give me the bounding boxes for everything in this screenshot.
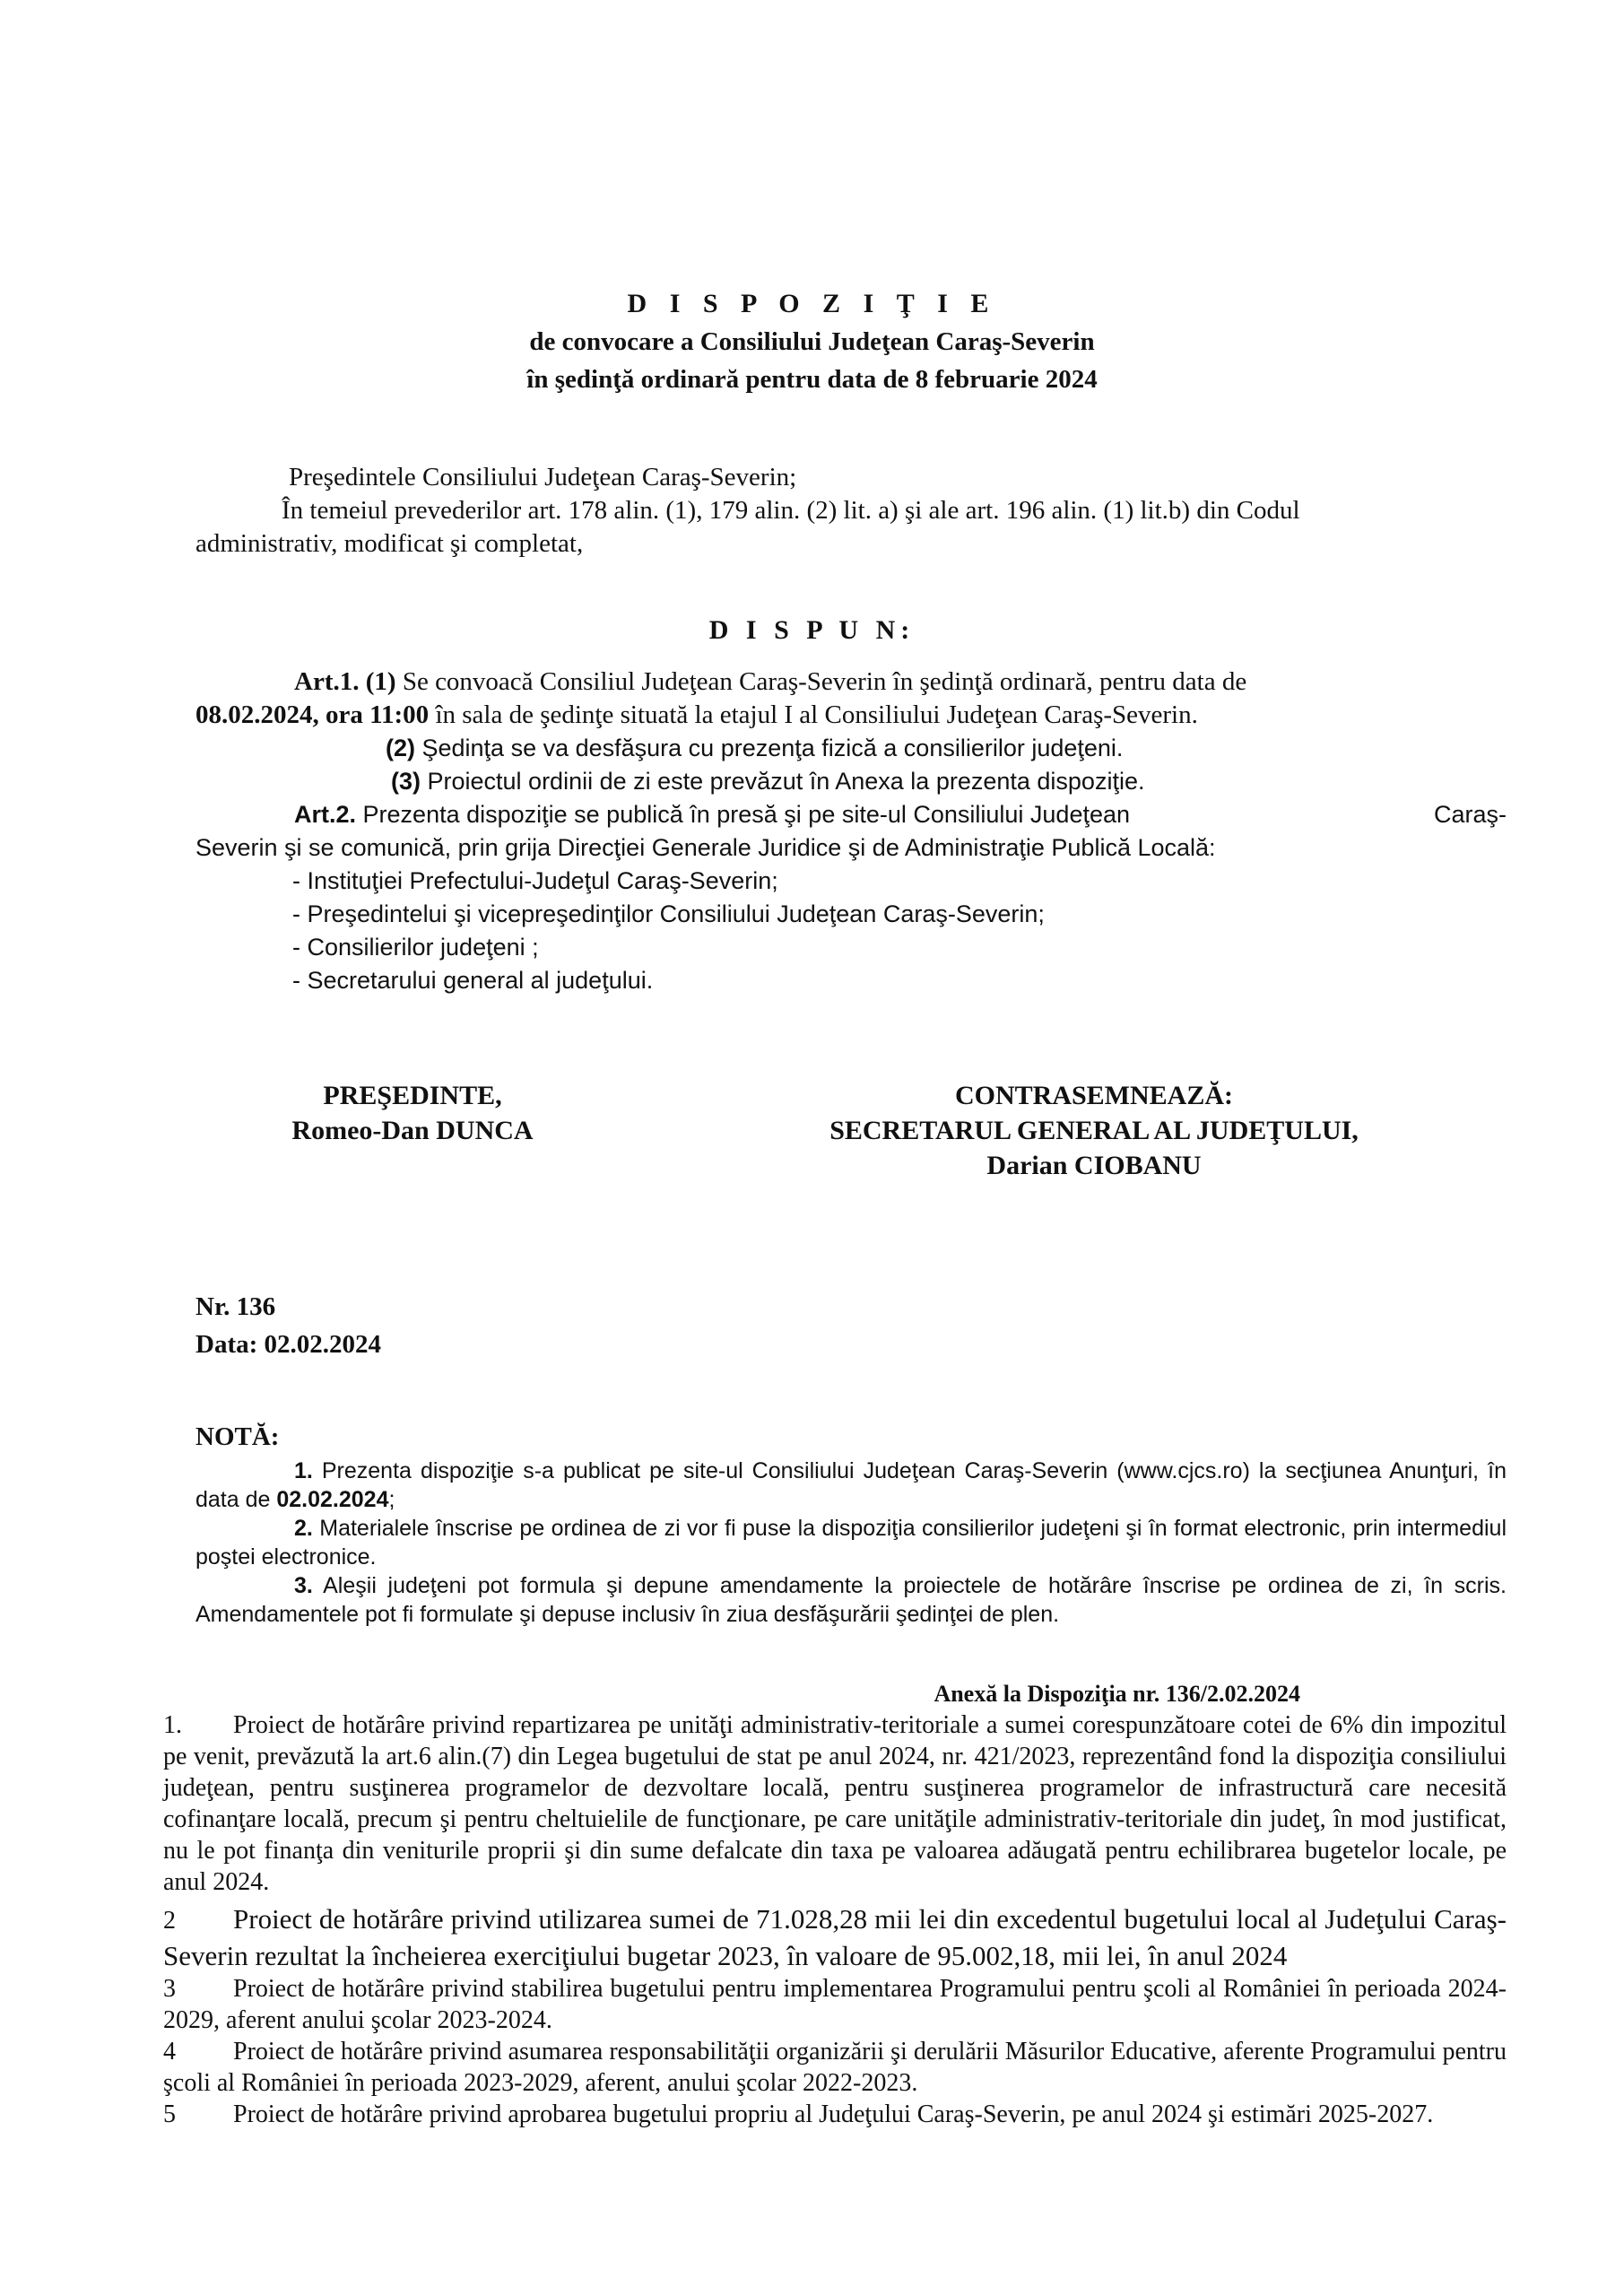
- registry-date: Data: 02.02.2024: [195, 1330, 382, 1359]
- nota-item-text: Aleşii judeţeni pot formula şi depune amendamente la proiectele de hotărâre înscrise pe ordinea de zi, în scris. Amendamentele pot fi formulate şi depuse inclusiv în ziua desfăşurării şedinţei de plen.: [195, 1573, 1507, 1627]
- recipient-item: - Secretarului general al judeţului.: [292, 967, 654, 994]
- anexa-item: [163, 2036, 1507, 2099]
- anexa-item-text: Proiect de hotărâre privind stabilirea bugetului pentru implementarea Programului pentru şcoli al României în perioada 2024-2029, aferent anului şcolar 2023-2024.: [163, 1975, 1507, 2034]
- nota-item: [195, 1571, 1507, 1629]
- document-title: D I S P O Z I Ţ I E: [627, 289, 997, 318]
- secretary-name: Darian CIOBANU: [986, 1151, 1202, 1180]
- art1-paragraph1-cont: [195, 699, 1507, 732]
- anexa-item-text: Proiect de hotărâre privind asumarea responsabilităţii organizării şi derulării Măsurilor Educative, aferente Programului pentru şcoli al României în perioada 2023-2029, aferent, anului şcolar 2022-2023.: [163, 2038, 1507, 2097]
- nota-item-date: 02.02.2024: [276, 1487, 389, 1512]
- secretary-role: SECRETARUL GENERAL AL JUDEŢULUI,: [829, 1116, 1359, 1145]
- art1-p1-text: Se convoacă Consiliul Judeţean Caraş-Severin în şedinţă ordinară, pentru data de: [395, 667, 1247, 696]
- registry-number: Nr. 136: [195, 1292, 276, 1321]
- nota-item: [195, 1514, 1507, 1571]
- anexa-item-number: 5: [163, 2100, 176, 2128]
- art2-text-a: Prezenta dispoziţie se publică în presă şi pe site-ul Consiliului Judeţean: [356, 801, 1131, 828]
- art1-label: Art.1.: [294, 667, 360, 696]
- nota-item-number: 2.: [294, 1516, 313, 1541]
- nota-item-tail: ;: [388, 1487, 395, 1512]
- recipient-item: - Instituţiei Prefectului-Judeţul Caraş-Severin;: [292, 867, 778, 894]
- art1-p3-text: Proiectul ordinii de zi este prevăzut în Anexa la prezenta dispoziţie.: [421, 768, 1145, 795]
- art1-paragraph1: [195, 665, 1507, 699]
- preamble-line: Preşedintele Consiliului Judeţean Caraş-Severin;: [289, 463, 797, 491]
- art1-p2-number: (2): [386, 735, 415, 761]
- anexa-item: [163, 1709, 1507, 1898]
- nota-section: [195, 1457, 1507, 1629]
- anexa-list: [163, 1709, 1507, 2130]
- nota-item-number: 3.: [294, 1573, 313, 1598]
- president-title: PREŞEDINTE,: [323, 1081, 502, 1110]
- anexa-item-number: 3: [163, 1975, 176, 2003]
- document-header: [0, 285, 1624, 398]
- nota-item: [195, 1457, 1507, 1514]
- nota-item-number: 1.: [294, 1458, 313, 1483]
- art2-label: Art.2.: [294, 801, 357, 828]
- countersign-title: CONTRASEMNEAZĂ:: [954, 1081, 1234, 1110]
- nota-item-text: Prezenta dispoziţie s-a publicat pe site-ul Consiliului Judeţean Caraş-Severin (www.cjcs.ro) la secţiunea Anunţuri, în data de: [195, 1458, 1507, 1512]
- dispun-heading: D I S P U N:: [708, 615, 916, 645]
- art2-paragraph-cont: Severin şi se comunică, prin grija Direcţiei Generale Juridice şi de Administraţie Publică Locală:: [195, 834, 1216, 861]
- anexa-item-text: Proiect de hotărâre privind utilizarea sumei de 71.028,28 mii lei din excedentul bugetului local al Judeţului Caraş-Severin rezultat la încheierea exerciţiului bugetar 2023, în valoare de 95.002,18, mii lei, în anul 2024: [163, 1903, 1507, 1971]
- anexa-item-number: 1.: [163, 1711, 182, 1739]
- art2-text-b: Caraş-: [1433, 801, 1507, 828]
- signature-secretary: [771, 1078, 1417, 1183]
- anexa-title: Anexă la Dispoziţia nr. 136/2.02.2024: [934, 1681, 1300, 1707]
- art1-p2-text: Şedinţa se va desfăşura cu prezenţa fizică a consilierilor judeţeni.: [415, 735, 1124, 761]
- anexa-item: [163, 1901, 1507, 1973]
- signature-president: [251, 1078, 574, 1148]
- art1-p3-number: (3): [391, 768, 421, 795]
- nota-title: NOTĂ:: [195, 1422, 280, 1451]
- preamble-line: administrativ, modificat şi completat,: [195, 529, 584, 558]
- preamble: [195, 461, 1507, 561]
- recipient-item: - Preşedintelui şi vicepreşedinţilor Consiliului Judeţean Caraş-Severin;: [292, 900, 1045, 927]
- art1-p1-text2: în sala de şedinţe situată la etajul I al Consiliului Judeţean Caraş-Severin.: [429, 700, 1198, 729]
- nota-item-text: Materialele înscrise pe ordinea de zi vor fi puse la dispoziţia consilierilor judeţeni şi în format electronic, prin intermediul poştei electronice.: [195, 1516, 1507, 1570]
- art1-date-time: 08.02.2024, ora 11:00: [195, 700, 430, 729]
- president-name: Romeo-Dan DUNCA: [291, 1116, 534, 1145]
- anexa-item: [163, 1973, 1507, 2036]
- anexa-item: [163, 2099, 1507, 2130]
- anexa-item-text: Proiect de hotărâre privind repartizarea pe unităţi administrativ-teritoriale a sumei corespunzătoare cotei de 6% din impozitul pe venit, prevăzută la art.6 alin.(7) din Legea bugetului de stat pe anul 2024, nr. 421/2023, reprezentând fond la dispoziţia consiliului judeţean, pentru susţinerea programelor de dezvoltare locală, pentru susţinerea programelor de infrastructură care necesită cofinanţare locală, precum şi pentru cheltuielile de funcţionare, pe care unităţile administrativ-teritoriale din judeţ, în mod justificat, nu le pot finanţa din veniturile proprii şi din sume defalcate din taxa pe valoarea adăugată pentru echilibrarea bugetelor locale, pe anul 2024.: [163, 1711, 1507, 1896]
- preamble-line: În temeiul prevederilor art. 178 alin. (1), 179 alin. (2) lit. a) şi ale art. 196 alin. (1) lit.b) din Codul: [282, 496, 1300, 525]
- art1-paragraph2: [195, 732, 1507, 765]
- document-subtitle-line2: în şedinţă ordinară pentru data de 8 februarie 2024: [526, 365, 1098, 394]
- recipients-list: [195, 865, 1507, 997]
- art1-paragraph3: [195, 765, 1507, 798]
- art2-paragraph: [195, 798, 1507, 831]
- art1-p1-number: (1): [365, 667, 396, 696]
- articles-section: [195, 665, 1507, 997]
- anexa-item-number: 4: [163, 2038, 176, 2066]
- anexa-item-text: Proiect de hotărâre privind aprobarea bugetului propriu al Judeţului Caraş-Severin, pe anul 2024 şi estimări 2025-2027.: [233, 2100, 1434, 2128]
- registry-info: [195, 1288, 381, 1363]
- anexa-item-number: 2: [163, 1907, 176, 1935]
- document-subtitle-line1: de convocare a Consiliului Judeţean Caraş-Severin: [529, 327, 1095, 356]
- recipient-item: - Consilierilor judeţeni ;: [292, 934, 539, 961]
